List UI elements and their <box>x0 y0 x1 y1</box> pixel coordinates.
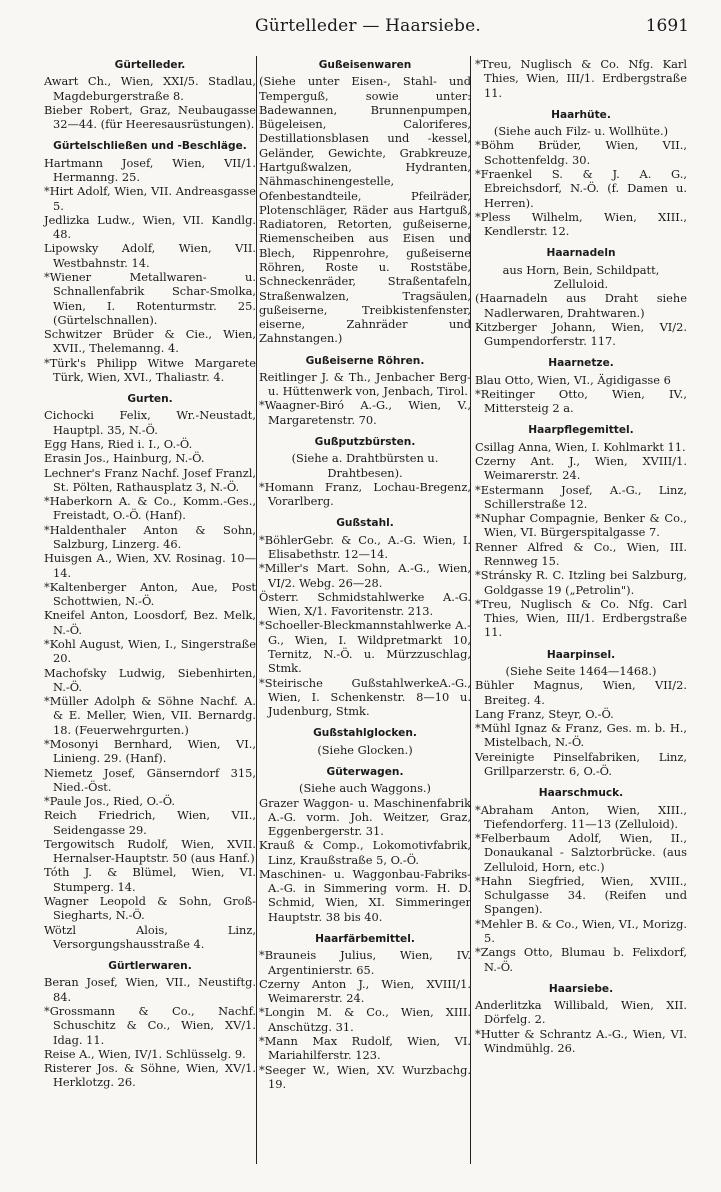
directory-entry: *Wiener Metallwaren- u. Schnallenfabrik Schar-Smolka, Wien, I. Rotenturmstr. 25. (Gürtelschnallen). <box>44 269 256 327</box>
directory-entry: *Treu, Nuglisch & Co. Nfg. Karl Thies, Wien, III/1. Erdbergstraße 11. <box>475 57 687 100</box>
directory-entry: *Steirische GußstahlwerkeA.-G., Wien, I. Schenkenstr. 8—10 u. Judenburg, Stmk. <box>259 675 471 719</box>
directory-entry: Beran Josef, Wien, VII., Neustiftg. 84. <box>44 975 256 1004</box>
section-note: (Siehe Glocken.) <box>317 742 413 757</box>
page-header <box>0 8 721 38</box>
directory-entry: *Stránsky R. C. Itzling bei Salzburg, Goldgasse 19 („Petrolin"). <box>475 568 687 597</box>
directory-entry: Kitzberger Johann, Wien, VI/2. Gumpendorferstr. 117. <box>475 319 687 349</box>
directory-entry: *Estermann Josef, A.-G., Linz, Schillerstraße 12. <box>475 482 687 511</box>
directory-entry: *BöhlerGebr. & Co., A.-G. Wien, I. Elisabethstr. 12—14. <box>259 532 471 561</box>
directory-entry: *Haberkorn A. & Co., Komm.-Ges., Freistadt, O.-Ö. (Hanf). <box>44 494 256 523</box>
directory-entry: Anderlitzka Willibald, Wien, XII. Dörfelg. 2. <box>475 998 687 1027</box>
directory-entry: Risterer Jos. & Söhne, Wien, XV/1. Herklotzg. 26. <box>44 1061 256 1090</box>
directory-entry: Österr. Schmidstahlwerke A.-G. Wien, X/1. Favoritenstr. 213. <box>259 589 471 619</box>
section-note: aus Horn, Bein, Schildpatt, Zelluloid. <box>502 262 660 291</box>
directory-entry: *Hahn Siegfried, Wien, XVIII., Schulgasse 34. (Reifen und Spangen). <box>475 873 687 917</box>
section-heading: Haarschmuck. <box>538 787 624 800</box>
directory-entry: Tergowitsch Rudolf, Wien, XVII. Hernalser-Hauptstr. 50 (aus Hanf.) <box>44 836 256 866</box>
section-heading: Gürtelleder. <box>114 59 186 71</box>
directory-entry: *Schoeller-Bleckmannstahlwerke A.-G., Wien, I. Wildpretmarkt 10, Ternitz, N.-Ö. u. Mürzzuschlag, Stmk. <box>259 618 471 676</box>
directory-entry: *Nuphar Compagnie, Benker & Co., Wien, VI. Bürgerspitalgasse 7. <box>475 511 687 540</box>
directory-entry: *Zangs Otto, Blumau b. Felixdorf, N.-Ö. <box>475 945 687 974</box>
section-heading: Haarfärbemittel. <box>315 933 415 946</box>
directory-entry: *Mehler B. & Co., Wien, VI., Morizg. 5. <box>475 916 687 946</box>
directory-entry: Vereinigte Pinselfabriken, Linz, Grillparzerstr. 6, O.-Ö. <box>475 749 687 778</box>
directory-entry: Maschinen- u. Waggonbau-Fabriks-A.-G. in Simmering vorm. H. D. Schmid, Wien, XI. Simmeringer Hauptstr. 38 bis 40. <box>259 866 471 924</box>
directory-entry: *Fraenkel S. & J. A. G., Ebreichsdorf, N.-Ö. (f. Damen u. Herren). <box>475 166 687 210</box>
directory-entry: Lipowsky Adolf, Wien, VII. Westbahnstr. 14. <box>44 241 256 270</box>
section-heading: Haarpinsel. <box>546 648 616 661</box>
directory-entry: Wötzl Alois, Linz, Versorgungshausstraße 4. <box>44 922 256 951</box>
directory-entry: Reise A., Wien, IV/1. Schlüsselg. 9. <box>44 1046 246 1061</box>
column-middle <box>259 57 471 1091</box>
section-note: (Siehe a. Drahtbürsten u. Drahtbesen). <box>291 451 439 480</box>
section-heading: Gürtelschließen und -Beschläge. <box>53 140 247 153</box>
directory-entry: Huisgen A., Wien, XV. Rosinag. 10—14. <box>44 551 256 580</box>
directory-entry: Blau Otto, Wien, VI., Ägidigasse 6 <box>475 372 671 387</box>
directory-entry: *Homann Franz, Lochau-Bregenz, Vorarlberg. <box>259 479 471 509</box>
directory-entry: Erasin Jos., Hainburg, N.-Ö. <box>44 451 205 466</box>
directory-entry: Awart Ch., Wien, XXI/5. Stadlau, Magdeburgerstraße 8. <box>44 74 256 103</box>
section-note: (Siehe auch Waggons.) <box>299 781 431 796</box>
directory-entry: Renner Alfred & Co., Wien, III. Rennweg 15. <box>475 539 687 568</box>
directory-entry: Cichocki Felix, Wr.-Neustadt, Hauptpl. 35, N.-Ö. <box>44 408 256 437</box>
directory-entry: Niemetz Josef, Gänserndorf 315, Nied.-Öst. <box>44 765 256 794</box>
directory-entry: Czerny Ant. J., Wien, XVIII/1. Weimarerstr. 24. <box>475 454 687 483</box>
directory-entry: Csillag Anna, Wien, I. Kohlmarkt 11. <box>475 439 686 454</box>
section-heading: Gurten. <box>127 393 173 406</box>
directory-entry: Egg Hans, Ried i. I., O.-Ö. <box>44 437 193 452</box>
directory-entry: *Waagner-Biró A.-G., Wien, V., Margaretenstr. 70. <box>259 398 471 427</box>
section-heading: Gußeiserne Röhren. <box>305 354 425 367</box>
directory-entry: (Haarnadeln aus Draht siehe Nadlerwaren, Drahtwaren.) <box>475 291 687 320</box>
directory-entry: *Abraham Anton, Wien, XIII., Tiefendorferg. 11—13 (Zelluloid). <box>475 802 687 831</box>
directory-entry: *Hirt Adolf, Wien, VII. Andreasgasse 5. <box>44 184 256 213</box>
directory-entry: *Mosonyi Bernhard, Wien, VI., Linieng. 29. (Hanf). <box>44 736 256 766</box>
section-note: (Siehe Seite 1464—1468.) <box>505 663 657 678</box>
section-note: (Siehe unter Eisen-, Stahl- und Temperguß, sowie unter: Badewannen, Brunnenpumpen, Bügeleisen, Caloriferes, Destillationsblasen und -kessel, Geländer, Gewichte, Grabkreuze, Hartgußwalzen, Hydranten, Nähmaschinengestelle, Ofenbestandteile, Pfeilräder, Plotenschläger, Räder aus Hartguß, Radiatoren, Retorten, gußeiserne, Riemenscheiben aus Eisen und Blech, Rippenrohre, gußeiserne Röhren, Roste u. Roststäbe, Schneckenräder, Straßentafeln, Straßenwalzen, Tragsäulen, gußeiserne, Treibkistenfenster, eiserne, Zahnräder und Zahnstangen.) <box>259 74 471 346</box>
directory-entry: Jedlizka Ludw., Wien, VII. Kandlg. 48. <box>44 212 256 242</box>
section-note: (Siehe auch Filz- u. Wollhüte.) <box>493 124 669 139</box>
section-heading: Güterwagen. <box>326 765 404 778</box>
directory-entry: Wagner Leopold & Sohn, Groß-Siegharts, N.-Ö. <box>44 894 256 923</box>
directory-entry: Lang Franz, Steyr, O.-Ö. <box>475 706 614 721</box>
directory-entry: *Türk's Philipp Witwe Margarete Türk, Wien, XVI., Thaliastr. 4. <box>44 355 256 384</box>
directory-entry: Hartmann Josef, Wien, VII/1. Hermanng. 25. <box>44 155 256 184</box>
directory-entry: *Pless Wilhelm, Wien, XIII., Kendlerstr. 12. <box>475 209 687 239</box>
directory-entry: *Müller Adolph & Söhne Nachf. A. & E. Meller, Wien, VII. Bernardg. 18. (Feuerwehrgurten.) <box>44 694 256 737</box>
directory-entry: Czerny Anton J., Wien, XVIII/1. Weimarerstr. 24. <box>259 976 471 1006</box>
section-heading: Haarnetze. <box>548 357 614 370</box>
directory-entry: Krauß & Comp., Lokomotivfabrik, Linz, Kraußstraße 5, O.-Ö. <box>259 838 471 867</box>
section-heading: Haarsiebe. <box>548 982 614 995</box>
section-heading: Gußstahlglocken. <box>313 727 417 740</box>
directory-entry: *Paule Jos., Ried, O.-Ö. <box>44 794 176 809</box>
running-title: Gürtelleder — Haarsiebe. <box>255 16 481 36</box>
section-heading: Haarhüte. <box>551 108 611 121</box>
directory-entry: Bühler Magnus, Wien, VII/2. Breiteg. 4. <box>475 678 687 707</box>
section-heading: Gußeisenwaren <box>318 59 412 71</box>
directory-entry: *Böhm Brüder, Wien, VII., Schottenfeldg. 30. <box>475 138 687 167</box>
directory-entry: *Reitinger Otto, Wien, IV., Mittersteig 2 a. <box>475 386 687 416</box>
directory-entry: *Mühl Ignaz & Franz, Ges. m. b. H., Mistelbach, N.-Ö. <box>475 721 687 750</box>
directory-entry: *Miller's Mart. Sohn, A.-G., Wien, VI/2. Webg. 26—28. <box>259 561 471 590</box>
section-heading: Gürtlerwaren. <box>108 960 192 973</box>
directory-entry: *Mann Max Rudolf, Wien, VI. Mariahilferstr. 123. <box>259 1034 471 1063</box>
directory-entry: *Hutter & Schrantz A.-G., Wien, VI. Windmühlg. 26. <box>475 1026 687 1055</box>
directory-entry: *Longin M. & Co., Wien, XIII. Anschützg. 31. <box>259 1005 471 1034</box>
section-heading: Haarpflegemittel. <box>528 424 634 437</box>
directory-entry: *Kohl August, Wien, I., Singerstraße 20. <box>44 636 256 666</box>
section-heading: Gußstahl. <box>336 517 394 530</box>
directory-entry: *Grossmann & Co., Nachf. Schuschitz & Co., Wien, XV/1. Idag. 11. <box>44 1004 256 1047</box>
directory-entry: Reich Friedrich, Wien, VII., Seidengasse 29. <box>44 808 256 837</box>
section-heading: Haarnadeln <box>546 247 616 260</box>
column-right <box>475 57 687 1055</box>
directory-entry: Grazer Waggon- u. Maschinenfabrik A.-G. vorm. Joh. Weitzer, Graz, Eggenbergerstr. 31. <box>259 795 471 839</box>
section-heading: Gußputzbürsten. <box>314 436 416 449</box>
directory-entry: *Felberbaum Adolf, Wien, II., Donaukanal - Salztorbrücke. (aus Zelluloid, Horn, etc.) <box>475 831 687 874</box>
column-rule <box>256 56 257 1164</box>
directory-entry: Bieber Robert, Graz, Neubaugasse 32—44. (für Heeresausrüstungen). <box>44 102 256 132</box>
directory-entry: *Seeger W., Wien, XV. Wurzbachg. 19. <box>259 1062 471 1091</box>
directory-entry: Machofsky Ludwig, Siebenhirten, N.-Ö. <box>44 665 256 694</box>
directory-entry: Tóth J. & Blümel, Wien, VI. Stumperg. 14. <box>44 865 256 894</box>
directory-entry: Lechner's Franz Nachf. Josef Franzl, St. Pölten, Rathausplatz 3, N.-Ö. <box>44 465 256 494</box>
page-number: 1691 <box>645 16 689 36</box>
column-left <box>44 57 256 1090</box>
directory-entry: *Treu, Nuglisch & Co. Nfg. Carl Thies, Wien, III/1. Erdbergstraße 11. <box>475 596 687 640</box>
directory-entry: Schwitzer Brüder & Cie., Wien, XVII., Thelemanng. 4. <box>44 327 256 356</box>
directory-entry: *Haldenthaler Anton & Sohn, Salzburg, Linzerg. 46. <box>44 522 256 551</box>
directory-entry: Kneifel Anton, Loosdorf, Bez. Melk, N.-Ö. <box>44 608 256 637</box>
directory-entry: *Brauneis Julius, Wien, IV. Argentinierstr. 65. <box>259 948 471 977</box>
directory-entry: *Kaltenberger Anton, Aue, Post Schottwien, N.-Ö. <box>44 579 256 609</box>
directory-entry: Reitlinger J. & Th., Jenbacher Berg- u. Hüttenwerk von, Jenbach, Tirol. <box>259 369 471 399</box>
